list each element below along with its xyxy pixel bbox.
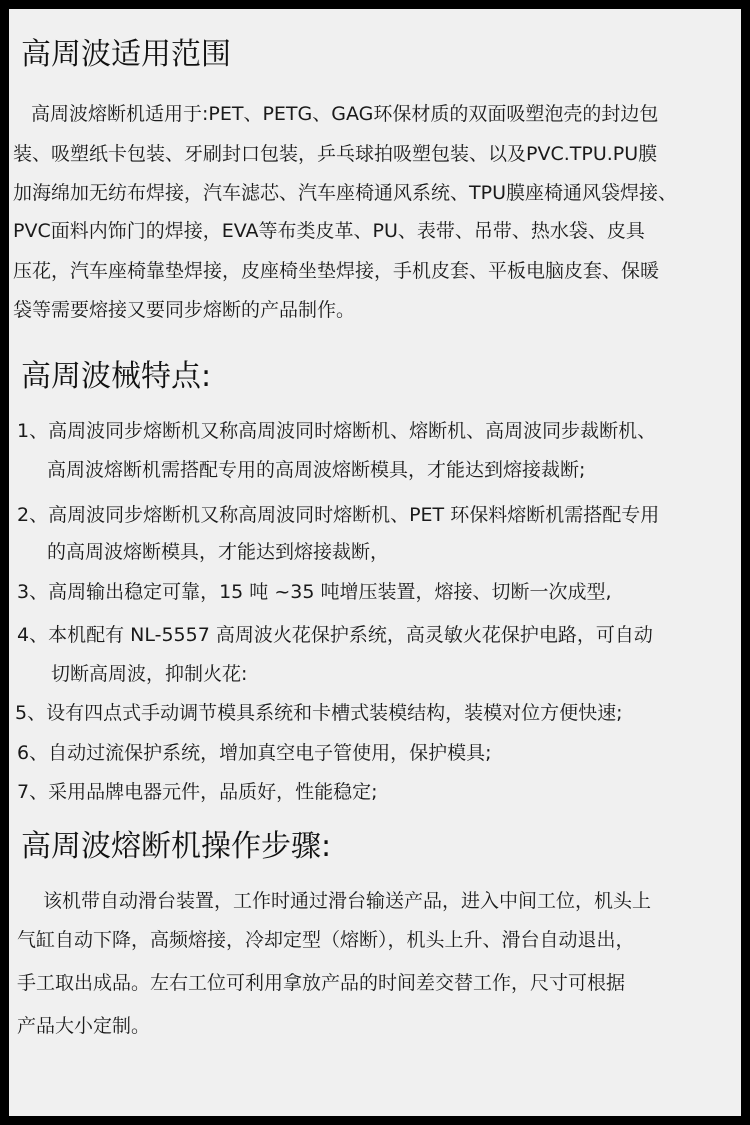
scope-heading: 高周波适用范围 [21, 37, 231, 72]
feature-line: 6、自动过流保护系统，增加真空电子管使用，保护模具; [17, 742, 492, 764]
feature-line: 高周波熔断机需搭配专用的高周波熔断模具，才能达到熔接裁断; [47, 459, 586, 481]
document-frame [9, 9, 741, 1116]
steps-line: 产品大小定制。 [17, 1015, 151, 1037]
steps-line: 气缸自动下降，高频熔接，冷却定型（熔断），机头上升、滑台自动退出， [17, 929, 635, 951]
features-heading: 高周波械特点: [21, 359, 212, 394]
feature-line: 切断高周波，抑制火花: [51, 663, 248, 685]
scope-line: 压花，汽车座椅靠垫焊接，皮座椅坐垫焊接，手机皮套、平板电脑皮套、保暖 [13, 260, 660, 282]
feature-line: 2、高周波同步熔断机又称高周波同时熔断机、PET 环保料熔断机需搭配专用 [17, 504, 660, 526]
steps-heading: 高周波熔断机操作步骤: [21, 829, 332, 864]
steps-line: 手工取出成品。左右工位可利用拿放产品的时间差交替工作，尺寸可根据 [17, 972, 626, 994]
scope-line: 高周波熔断机适用于:PET、PETG、GAG环保材质的双面吸塑泡壳的封边包 [31, 103, 659, 125]
feature-line: 4、本机配有 NL-5557 高周波火花保护系统，高灵敏火花保护电路，可自动 [17, 624, 653, 646]
scope-line: 加海绵加无纺布焊接，汽车滤芯、汽车座椅通风系统、TPU膜座椅通风袋焊接、 [13, 182, 677, 204]
scope-line: 装、吸塑纸卡包装、牙刷封口包装，乒乓球拍吸塑包装、以及PVC.TPU.PU膜 [13, 143, 658, 165]
feature-line: 1、高周波同步熔断机又称高周波同时熔断机、熔断机、高周波同步裁断机、 [17, 420, 657, 442]
scope-line: PVC面料内饰门的焊接，EVA等布类皮革、PU、表带、吊带、热水袋、皮具 [13, 220, 645, 242]
feature-line: 的高周波熔断模具，才能达到熔接裁断， [47, 541, 390, 563]
feature-line: 5、设有四点式手动调节模具系统和卡槽式装模结构，装模对位方便快速; [15, 702, 623, 724]
feature-line: 3、高周输出稳定可靠，15 吨 ~35 吨增压装置，熔接、切断一次成型, [17, 581, 612, 603]
scope-line: 袋等需要熔接又要同步熔断的产品制作。 [13, 299, 356, 321]
steps-line: 该机带自动滑台装置，工作时通过滑台输送产品，进入中间工位，机头上 [43, 890, 652, 912]
feature-line: 7、采用品牌电器元件，品质好，性能稳定; [17, 781, 378, 803]
